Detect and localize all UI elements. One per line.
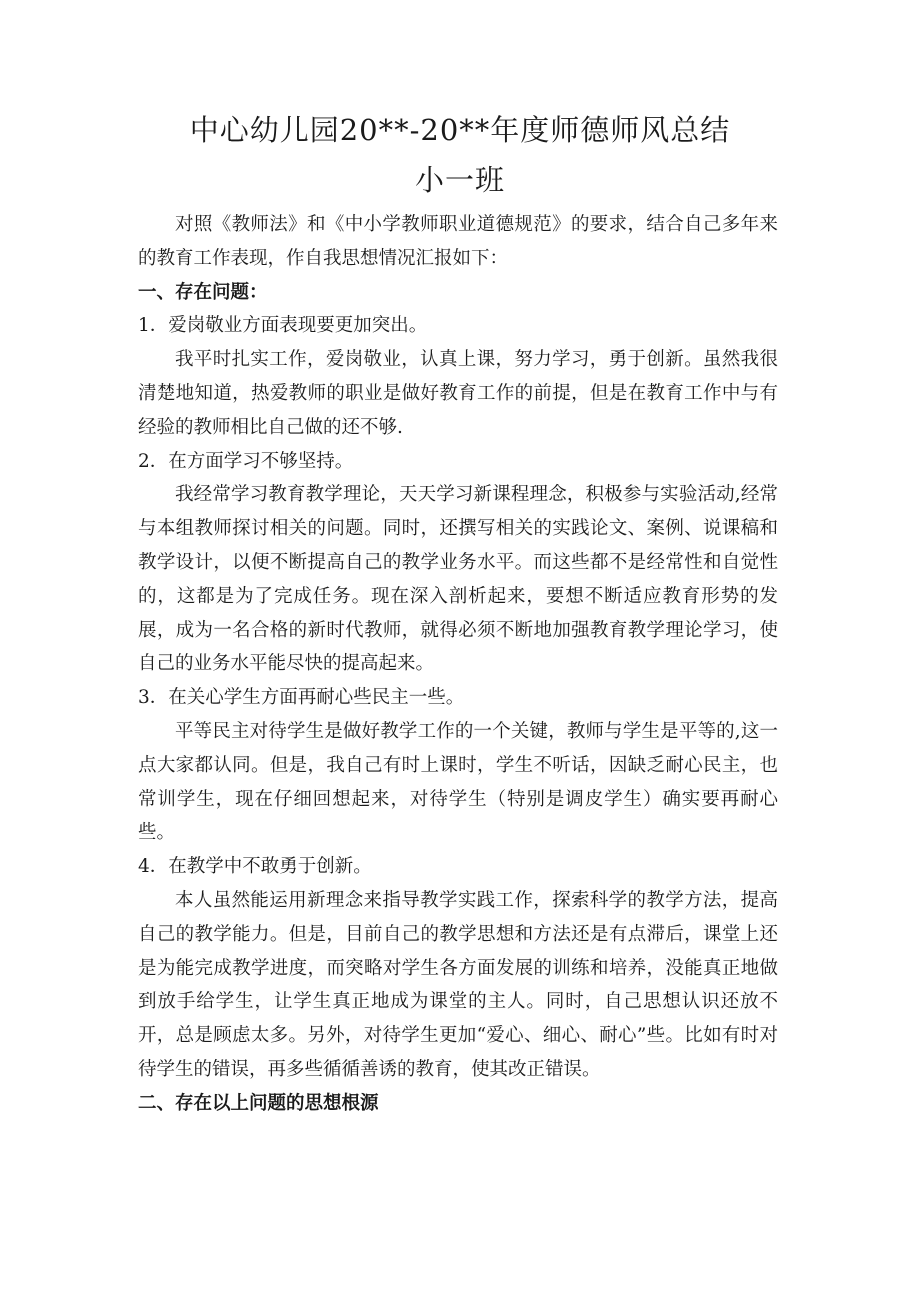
document-title: 中心幼儿园20**-20**年度师德师风总结 — [189, 113, 731, 147]
item-title-2: 2．在方面学习不够坚持。 — [138, 450, 354, 472]
item-title-1: 1．爱岗敬业方面表现要更加突出。 — [138, 315, 428, 337]
section-heading-roots: 二、存在以上问题的思想根源 — [138, 1092, 379, 1114]
document-subtitle: 小一班 — [414, 163, 505, 197]
item-title-3: 3．在关心学生方面再耐心些民主一些。 — [138, 687, 465, 709]
item-body-3: 平等民主对待学生是做好教学工作的一个关键，教师与学生是平等的,这一点大家都认同。但是，我自己有时上课时，学生不听话，因缺乏耐心民主，也常训学生，现在仔细回想起来，对待学生（特别是调皮学生）确实要再耐心些。 — [138, 720, 778, 844]
item-title-4: 4．在教学中不敢勇于创新。 — [138, 856, 372, 878]
item-body-1: 我平时扎实工作，爱岗敬业，认真上课，努力学习，勇于创新。虽然我很清楚地知道，热爱教师的职业是做好教育工作的前提，但是在教育工作中与有经验的教师相比自己做的还不够. — [138, 349, 778, 438]
item-body-4: 本人虽然能运用新理念来指导教学实践工作，探索科学的教学方法，提高自己的教学能力。但是，目前自己的教学思想和方法还是有点滞后，课堂上还是为能完成教学进度，而突略对学生各方面发展的训练和培养，没能真正地做到放手给学生，让学生真正地成为课堂的主人。同时，自己思想认识还放不开，总是顾虑太多。另外，对待学生更加“爱心、细心、耐心”些。比如有时对待学生的错误，再多些循循善诱的教育，使其改正错误。 — [138, 889, 778, 1080]
document-body — [138, 208, 778, 1121]
intro-paragraph: 对照《教师法》和《中小学教师职业道德规范》的要求，结合自己多年来的教育工作表现，作自我思想情况汇报如下： — [138, 214, 778, 269]
section-heading-problems: 一、存在问题： — [138, 281, 268, 303]
item-body-2: 我经常学习教育教学理论，天天学习新课程理念，积极参与实验活动,经常与本组教师探讨相关的问题。同时，还撰写相关的实践论文、案例、说课稿和教学设计，以便不断提高自己的教学业务水平。而这些都不是经常性和自觉性的，这都是为了完成任务。现在深入剖析起来，要想不断适应教育形势的发展，成为一名合格的新时代教师，就得必须不断地加强教育教学理论学习，使自己的业务水平能尽快的提高起来。 — [138, 484, 778, 675]
